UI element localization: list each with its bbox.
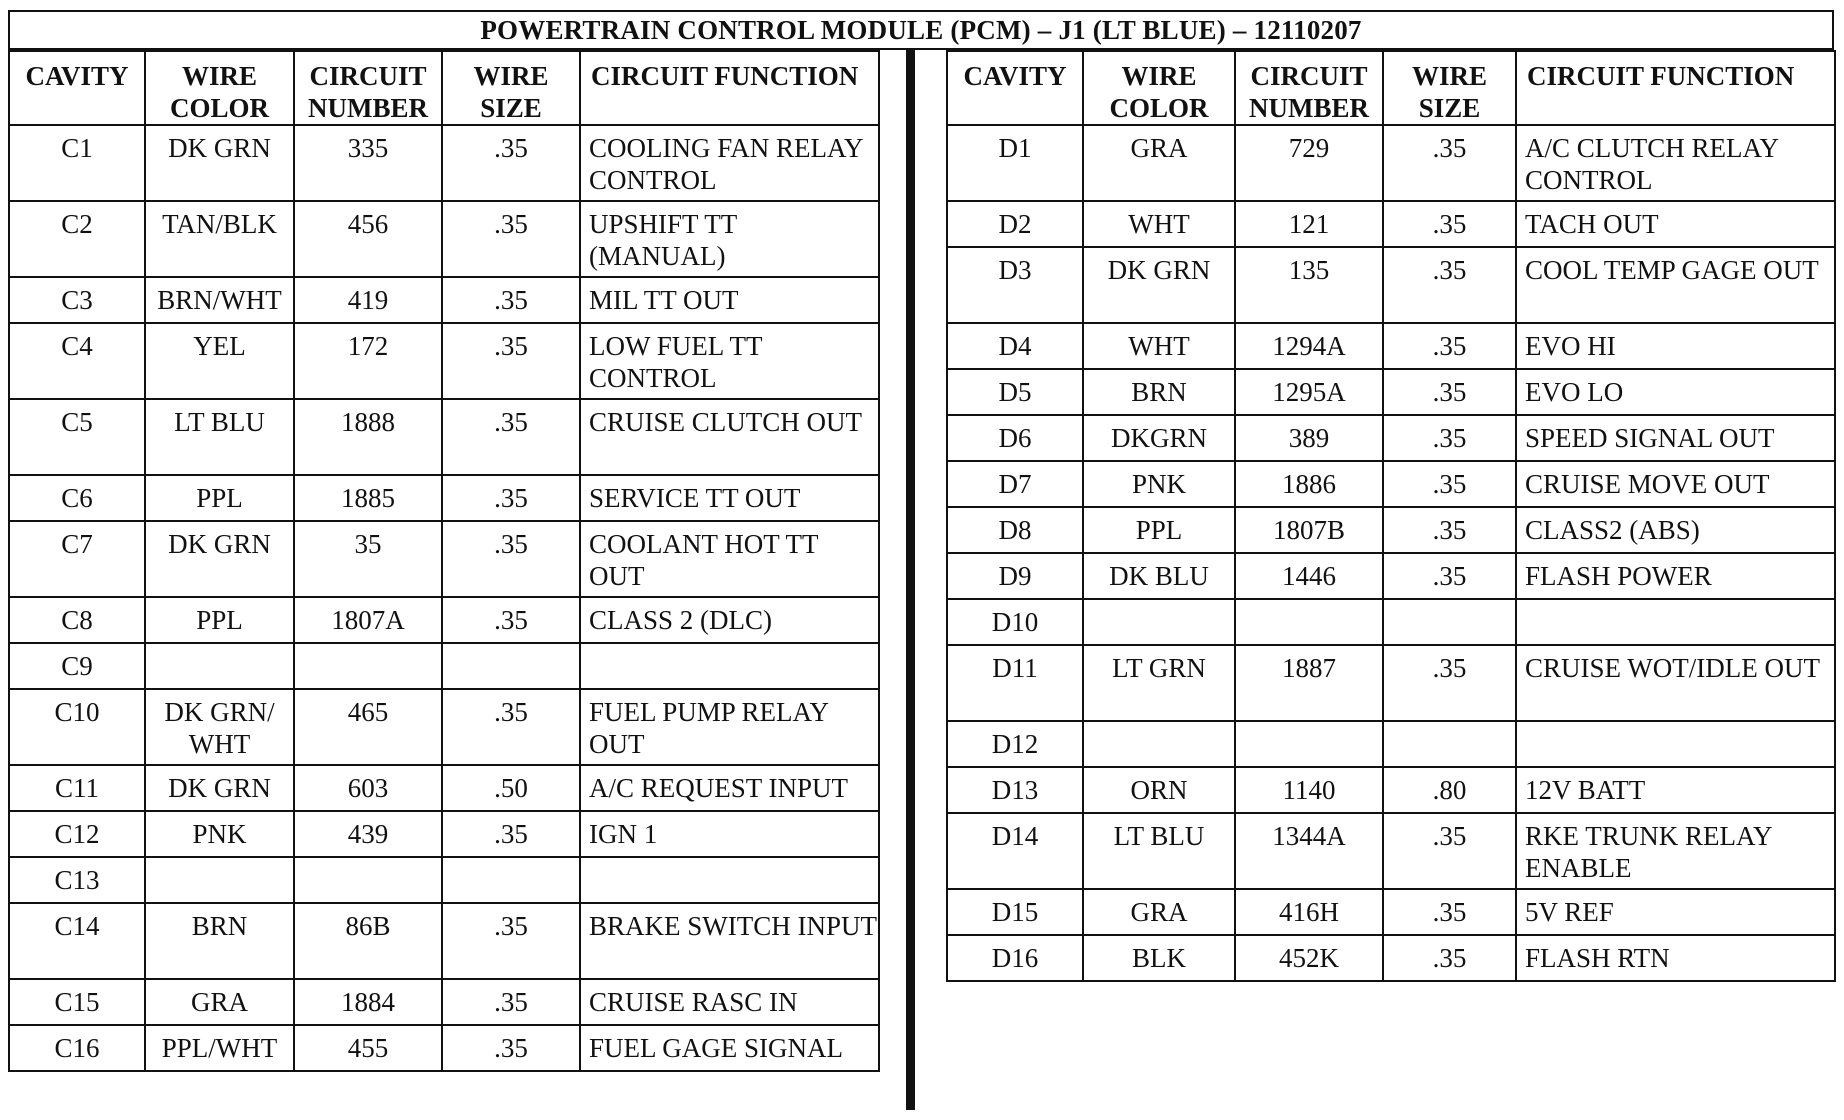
circuit-number-cell: 729: [1235, 125, 1383, 201]
cavity-cell: D10: [947, 599, 1083, 645]
wire-size-cell: .35: [442, 475, 580, 521]
header-row: [947, 51, 1835, 125]
circuit-number-cell: 1807B: [1235, 507, 1383, 553]
table-row: [9, 201, 879, 277]
table-row: [9, 277, 879, 323]
wire-color-cell: BRN: [1083, 369, 1235, 415]
table-row: [947, 721, 1835, 767]
cavity-cell: C11: [9, 765, 145, 811]
wire-color-cell: [145, 643, 294, 689]
circuit-number-cell: 1886: [1235, 461, 1383, 507]
wire-color-cell: BLK: [1083, 935, 1235, 981]
circuit-number-cell: 1446: [1235, 553, 1383, 599]
cavity-cell: D12: [947, 721, 1083, 767]
table-row: [9, 597, 879, 643]
wire-color-cell: WHT: [1083, 323, 1235, 369]
header-wire-color: WIRE COLOR: [1083, 51, 1235, 125]
cavity-cell: D1: [947, 125, 1083, 201]
cavity-cell: D4: [947, 323, 1083, 369]
table-row: [9, 323, 879, 399]
circuit-function-cell: IGN 1: [580, 811, 879, 857]
wire-size-cell: .35: [1383, 553, 1516, 599]
table-row: [947, 599, 1835, 645]
circuit-function-cell: [580, 643, 879, 689]
wire-color-cell: DK GRN/ WHT: [145, 689, 294, 765]
circuit-function-cell: CRUISE WOT/IDLE OUT: [1516, 645, 1835, 721]
wire-color-cell: PNK: [145, 811, 294, 857]
cavity-cell: C16: [9, 1025, 145, 1071]
circuit-number-cell: 419: [294, 277, 442, 323]
header-wire-color: WIRE COLOR: [145, 51, 294, 125]
wire-color-cell: BRN/WHT: [145, 277, 294, 323]
circuit-number-cell: 1885: [294, 475, 442, 521]
circuit-function-cell: CLASS 2 (DLC): [580, 597, 879, 643]
header-row: [9, 51, 879, 125]
circuit-function-cell: [580, 857, 879, 903]
wire-color-cell: PPL: [1083, 507, 1235, 553]
circuit-number-cell: 439: [294, 811, 442, 857]
table-row: [9, 903, 879, 979]
circuit-function-cell: BRAKE SWITCH INPUT: [580, 903, 879, 979]
table-row: [9, 521, 879, 597]
cavity-cell: D3: [947, 247, 1083, 323]
circuit-function-cell: LOW FUEL TT CONTROL: [580, 323, 879, 399]
cavity-cell: D16: [947, 935, 1083, 981]
wire-color-cell: WHT: [1083, 201, 1235, 247]
cavity-cell: C5: [9, 399, 145, 475]
circuit-function-cell: FUEL GAGE SIGNAL: [580, 1025, 879, 1071]
cavity-cell: D2: [947, 201, 1083, 247]
wire-size-cell: .35: [1383, 461, 1516, 507]
circuit-number-cell: 1888: [294, 399, 442, 475]
table-row: [947, 369, 1835, 415]
wire-size-cell: .35: [1383, 645, 1516, 721]
header-circuit-number: CIRCUIT NUMBER: [294, 51, 442, 125]
circuit-number-cell: 172: [294, 323, 442, 399]
cavity-cell: C12: [9, 811, 145, 857]
wire-color-cell: YEL: [145, 323, 294, 399]
cavity-cell: D7: [947, 461, 1083, 507]
wire-size-cell: .35: [1383, 369, 1516, 415]
cavity-cell: D15: [947, 889, 1083, 935]
wire-color-cell: [1083, 599, 1235, 645]
circuit-function-cell: CLASS2 (ABS): [1516, 507, 1835, 553]
cavity-cell: C15: [9, 979, 145, 1025]
wire-color-cell: DK GRN: [145, 125, 294, 201]
wire-color-cell: [1083, 721, 1235, 767]
wire-color-cell: PNK: [1083, 461, 1235, 507]
cavity-cell: C6: [9, 475, 145, 521]
wire-size-cell: .35: [442, 903, 580, 979]
wire-size-cell: .80: [1383, 767, 1516, 813]
wire-color-cell: DK GRN: [1083, 247, 1235, 323]
table-row: [9, 643, 879, 689]
header-circuit-function: CIRCUIT FUNCTION: [1516, 51, 1835, 125]
wire-color-cell: PPL: [145, 475, 294, 521]
wire-color-cell: DK GRN: [145, 765, 294, 811]
wire-size-cell: .35: [1383, 247, 1516, 323]
table-row: [947, 415, 1835, 461]
wire-color-cell: DK BLU: [1083, 553, 1235, 599]
pinout-rows-right: [947, 125, 1835, 981]
circuit-number-cell: 1344A: [1235, 813, 1383, 889]
wire-color-cell: LT BLU: [145, 399, 294, 475]
wire-color-cell: DK GRN: [145, 521, 294, 597]
cavity-cell: D6: [947, 415, 1083, 461]
circuit-function-cell: TACH OUT: [1516, 201, 1835, 247]
header-cavity: CAVITY: [9, 51, 145, 125]
circuit-function-cell: CRUISE RASC IN: [580, 979, 879, 1025]
table-row: [9, 125, 879, 201]
circuit-function-cell: COOL TEMP GAGE OUT: [1516, 247, 1835, 323]
wire-size-cell: .35: [442, 125, 580, 201]
header-wire-size: WIRE SIZE: [442, 51, 580, 125]
circuit-number-cell: 455: [294, 1025, 442, 1071]
circuit-function-cell: EVO LO: [1516, 369, 1835, 415]
cavity-cell: D8: [947, 507, 1083, 553]
table-row: [947, 553, 1835, 599]
table-row: [947, 461, 1835, 507]
wire-size-cell: .35: [442, 811, 580, 857]
circuit-number-cell: 1140: [1235, 767, 1383, 813]
cavity-cell: C4: [9, 323, 145, 399]
wire-size-cell: .35: [1383, 323, 1516, 369]
pinout-table-right: [946, 50, 1836, 982]
cavity-cell: C3: [9, 277, 145, 323]
table-row: [9, 857, 879, 903]
wire-color-cell: PPL/WHT: [145, 1025, 294, 1071]
circuit-function-cell: SERVICE TT OUT: [580, 475, 879, 521]
circuit-function-cell: [1516, 721, 1835, 767]
circuit-number-cell: [1235, 599, 1383, 645]
wire-size-cell: [442, 643, 580, 689]
wire-color-cell: ORN: [1083, 767, 1235, 813]
cavity-cell: C2: [9, 201, 145, 277]
header-cavity: CAVITY: [947, 51, 1083, 125]
circuit-function-cell: SPEED SIGNAL OUT: [1516, 415, 1835, 461]
wire-color-cell: DKGRN: [1083, 415, 1235, 461]
header-wire-size: WIRE SIZE: [1383, 51, 1516, 125]
wire-size-cell: .35: [442, 277, 580, 323]
cavity-cell: C8: [9, 597, 145, 643]
wire-color-cell: GRA: [1083, 889, 1235, 935]
table-row: [947, 507, 1835, 553]
header-circuit-function: CIRCUIT FUNCTION: [580, 51, 879, 125]
cavity-cell: D9: [947, 553, 1083, 599]
circuit-function-cell: A/C CLUTCH RELAY CONTROL: [1516, 125, 1835, 201]
table-row: [947, 889, 1835, 935]
circuit-number-cell: 121: [1235, 201, 1383, 247]
table-row: [9, 765, 879, 811]
cavity-cell: C14: [9, 903, 145, 979]
circuit-function-cell: RKE TRUNK RELAY ENABLE: [1516, 813, 1835, 889]
circuit-function-cell: A/C REQUEST INPUT: [580, 765, 879, 811]
wire-size-cell: .35: [1383, 507, 1516, 553]
circuit-number-cell: 465: [294, 689, 442, 765]
table-row: [947, 767, 1835, 813]
circuit-function-cell: [1516, 599, 1835, 645]
wire-color-cell: GRA: [145, 979, 294, 1025]
wire-color-cell: TAN/BLK: [145, 201, 294, 277]
table-row: [947, 125, 1835, 201]
wire-color-cell: [145, 857, 294, 903]
wire-color-cell: LT GRN: [1083, 645, 1235, 721]
circuit-function-cell: FUEL PUMP RELAY OUT: [580, 689, 879, 765]
wire-size-cell: .35: [442, 399, 580, 475]
circuit-number-cell: 1884: [294, 979, 442, 1025]
circuit-function-cell: COOLANT HOT TT OUT: [580, 521, 879, 597]
wire-size-cell: [442, 857, 580, 903]
circuit-number-cell: [294, 643, 442, 689]
table-row: [947, 247, 1835, 323]
table-row: [947, 201, 1835, 247]
circuit-number-cell: 1807A: [294, 597, 442, 643]
circuit-function-cell: 12V BATT: [1516, 767, 1835, 813]
table-row: [947, 645, 1835, 721]
circuit-number-cell: 416H: [1235, 889, 1383, 935]
circuit-number-cell: 35: [294, 521, 442, 597]
table-row: [947, 323, 1835, 369]
circuit-function-cell: UPSHIFT TT (MANUAL): [580, 201, 879, 277]
wire-color-cell: LT BLU: [1083, 813, 1235, 889]
wire-size-cell: .35: [1383, 935, 1516, 981]
wire-size-cell: .35: [442, 1025, 580, 1071]
circuit-number-cell: 603: [294, 765, 442, 811]
circuit-number-cell: 456: [294, 201, 442, 277]
wire-size-cell: .35: [442, 323, 580, 399]
wire-size-cell: .35: [442, 521, 580, 597]
circuit-function-cell: 5V REF: [1516, 889, 1835, 935]
wire-size-cell: .35: [1383, 201, 1516, 247]
wire-size-cell: [1383, 721, 1516, 767]
wire-size-cell: .35: [442, 201, 580, 277]
table-row: [9, 399, 879, 475]
circuit-number-cell: 135: [1235, 247, 1383, 323]
table-row: [947, 935, 1835, 981]
cavity-cell: C13: [9, 857, 145, 903]
table-row: [9, 979, 879, 1025]
cavity-cell: C7: [9, 521, 145, 597]
cavity-cell: C10: [9, 689, 145, 765]
cavity-cell: C1: [9, 125, 145, 201]
circuit-number-cell: 335: [294, 125, 442, 201]
circuit-number-cell: 1294A: [1235, 323, 1383, 369]
circuit-number-cell: [294, 857, 442, 903]
table-row: [947, 813, 1835, 889]
circuit-function-cell: MIL TT OUT: [580, 277, 879, 323]
wire-size-cell: .35: [442, 689, 580, 765]
wire-size-cell: .35: [1383, 813, 1516, 889]
wire-size-cell: .35: [1383, 415, 1516, 461]
table-title: POWERTRAIN CONTROL MODULE (PCM) – J1 (LT BLUE) – 12110207: [8, 10, 1834, 50]
wire-size-cell: .35: [1383, 125, 1516, 201]
circuit-number-cell: 1887: [1235, 645, 1383, 721]
table-row: [9, 475, 879, 521]
circuit-number-cell: 389: [1235, 415, 1383, 461]
wire-size-cell: .35: [442, 979, 580, 1025]
wire-color-cell: BRN: [145, 903, 294, 979]
circuit-function-cell: FLASH RTN: [1516, 935, 1835, 981]
wire-size-cell: .50: [442, 765, 580, 811]
pinout-table-left: [8, 50, 880, 1072]
cavity-cell: D5: [947, 369, 1083, 415]
cavity-cell: C9: [9, 643, 145, 689]
circuit-function-cell: FLASH POWER: [1516, 553, 1835, 599]
header-circuit-number: CIRCUIT NUMBER: [1235, 51, 1383, 125]
wire-color-cell: GRA: [1083, 125, 1235, 201]
wire-size-cell: .35: [442, 597, 580, 643]
circuit-number-cell: 452K: [1235, 935, 1383, 981]
pinout-rows-left: [9, 125, 879, 1071]
cavity-cell: D13: [947, 767, 1083, 813]
column-divider: [906, 50, 915, 1110]
circuit-function-cell: EVO HI: [1516, 323, 1835, 369]
circuit-number-cell: 1295A: [1235, 369, 1383, 415]
circuit-function-cell: CRUISE MOVE OUT: [1516, 461, 1835, 507]
table-row: [9, 689, 879, 765]
wire-color-cell: PPL: [145, 597, 294, 643]
circuit-function-cell: COOLING FAN RELAY CONTROL: [580, 125, 879, 201]
cavity-cell: D11: [947, 645, 1083, 721]
wire-size-cell: .35: [1383, 889, 1516, 935]
table-row: [9, 1025, 879, 1071]
circuit-number-cell: 86B: [294, 903, 442, 979]
wire-size-cell: [1383, 599, 1516, 645]
circuit-function-cell: CRUISE CLUTCH OUT: [580, 399, 879, 475]
cavity-cell: D14: [947, 813, 1083, 889]
circuit-number-cell: [1235, 721, 1383, 767]
table-row: [9, 811, 879, 857]
